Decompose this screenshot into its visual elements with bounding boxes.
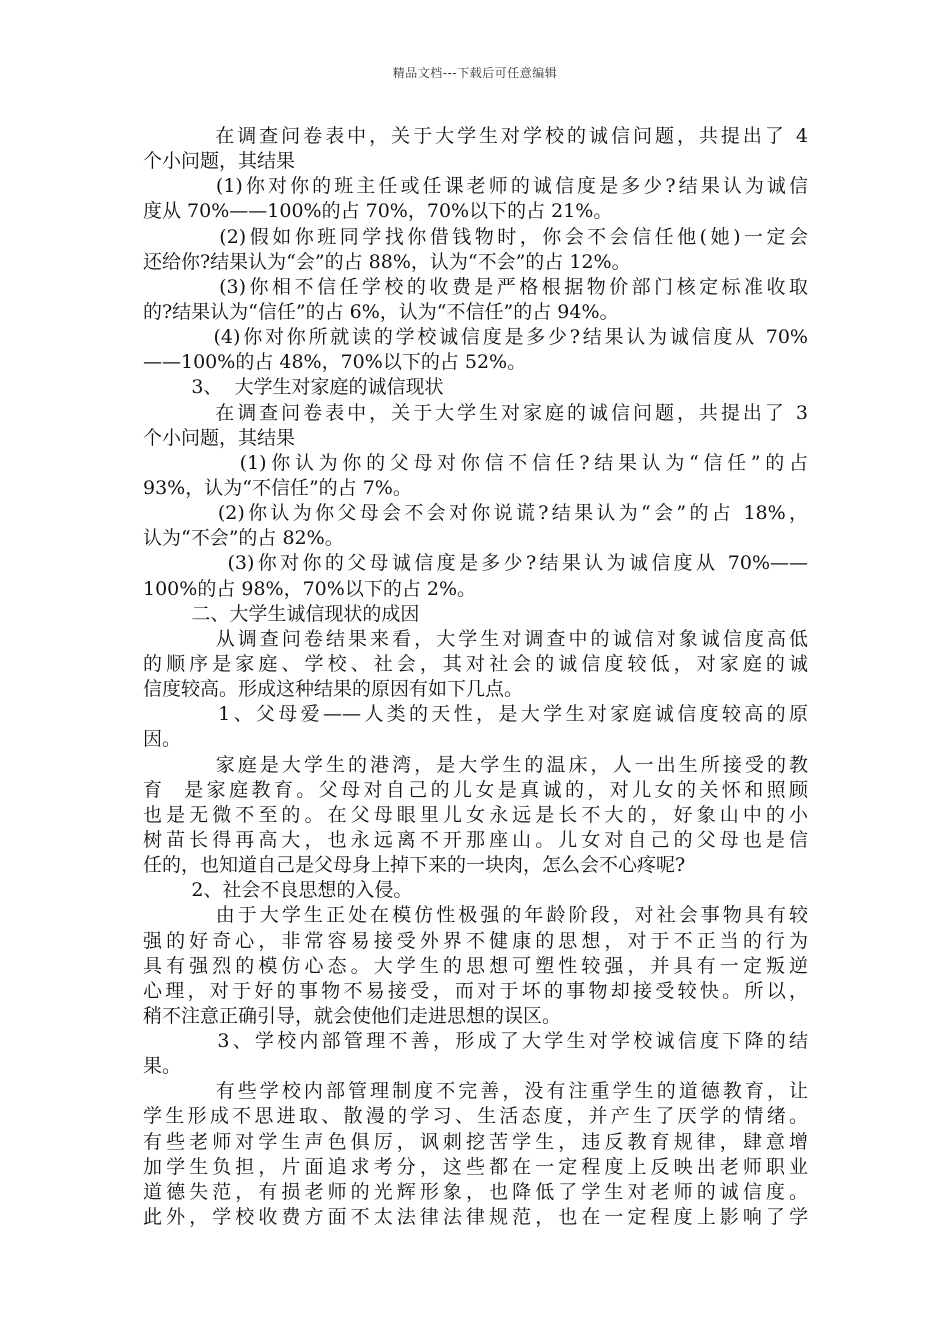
text-line: 树苗长得再高大，也永远离不开那座山。儿女对自己的父母也是信 [143,828,808,851]
text-line: 有些老师对学生声色俱厉，讽刺挖苦学生，违反教育规律，肆意增 [143,1130,808,1153]
text-line: 稍不注意正确引导，就会使他们走进思想的误区。 [143,1004,562,1027]
document-body [143,124,808,1230]
text-line: (3)你相不信任学校的收费是严格根据物价部门核定标准收取 [143,275,808,298]
text-line: ——100%的占 48%，70%以下的占 52%。 [143,351,527,374]
text-line: (2)假如你班同学找你借钱物时，你会不会信任他(她)一定会 [143,225,808,248]
text-line: 认为“不会”的占 82%。 [143,527,344,550]
page-header: 精品文档---下载后可任意编辑 [392,66,558,80]
text-line: 1、父母爱——人类的天性，是大学生对家庭诚信度较高的原 [143,703,808,726]
text-line: 3、 大学生对家庭的诚信现状 [143,376,444,399]
text-line: 心理，对于好的事物不易接受，而对于坏的事物却接受较快。所以， [143,979,808,1002]
text-line: 也是无微不至的。在父母眼里儿女永远是长不大的，好象山中的小 [143,803,808,826]
text-line: 学生形成不思进取、散漫的学习、生活态度，并产生了厌学的情绪。 [143,1105,808,1128]
text-line: 的顺序是家庭、学校、社会，其对社会的诚信度较低，对家庭的诚 [143,652,808,675]
text-line: 强的好奇心，非常容易接受外界不健康的思想，对于不正当的行为 [143,929,808,952]
text-line: 的?结果认为“信任”的占 6%，认为“不信任”的占 94%。 [143,300,619,323]
text-line: 具有强烈的模仿心态。大学生的思想可塑性较强，并具有一定叛逆 [143,954,808,977]
text-line: 育 是家庭教育。父母对自己的儿女是真诚的，对儿女的关怀和照顾 [143,778,808,801]
text-line: 任的，也知道自己是父母身上掉下来的一块肉，怎么会不心疼呢? [143,854,686,877]
text-line: (1)你认为你的父母对你信不信任?结果认为“信任”的占 [143,451,808,474]
text-line: 2、社会不良思想的入侵。 [143,879,413,902]
text-line: 有些学校内部管理制度不完善，没有注重学生的道德教育，让 [143,1080,808,1103]
text-line: 此外，学校收费方面不太法律法律规范，也在一定程度上影响了学 [143,1206,808,1229]
text-line: 还给你?结果认为“会”的占 88%，认为“不会”的占 12%。 [143,250,631,273]
text-line: 在调查问卷表中，关于大学生对学校的诚信问题，共提出了 4 [143,125,808,147]
text-line: 加学生负担，片面追求考分，这些都在一定程度上反映出老师职业 [143,1155,808,1178]
text-line: 3、学校内部管理不善，形成了大学生对学校诚信度下降的结 [143,1030,808,1053]
text-line: 二、大学生诚信现状的成因 [143,602,420,625]
text-line: (1)你对你的班主任或任课老师的诚信度是多少?结果认为诚信 [143,175,808,198]
text-line: 道德失范，有损老师的光辉形象，也降低了学生对老师的诚信度。 [143,1180,808,1203]
text-line: 个小问题，其结果 [143,150,296,173]
text-line: 个小问题，其结果 [143,426,296,449]
text-line: 果。 [143,1055,182,1078]
text-line: (4)你对你所就读的学校诚信度是多少?结果认为诚信度从 70% [143,326,808,349]
text-line: 信度较高。形成这种结果的原因有如下几点。 [143,678,524,701]
text-line: 在调查问卷表中，关于大学生对家庭的诚信问题，共提出了 3 [143,401,808,424]
text-line: 度从 70%——100%的占 70%，70%以下的占 21%。 [143,200,613,223]
text-line: 因。 [143,728,182,751]
text-line: 100%的占 98%，70%以下的占 2%。 [143,577,477,600]
text-line: (3)你对你的父母诚信度是多少?结果认为诚信度从 70%—— [143,552,808,575]
text-line: 家庭是大学生的港湾，是大学生的温床，人一出生所接受的教 [143,753,808,776]
text-line: 从调查问卷结果来看，大学生对调查中的诚信对象诚信度高低 [143,627,808,650]
text-line: 93%，认为“不信任”的占 7%。 [143,476,412,499]
text-line: (2)你认为你父母会不会对你说谎?结果认为“会”的占 18%， [143,502,808,525]
text-line: 由于大学生正处在模仿性极强的年龄阶段，对社会事物具有较 [143,904,808,927]
